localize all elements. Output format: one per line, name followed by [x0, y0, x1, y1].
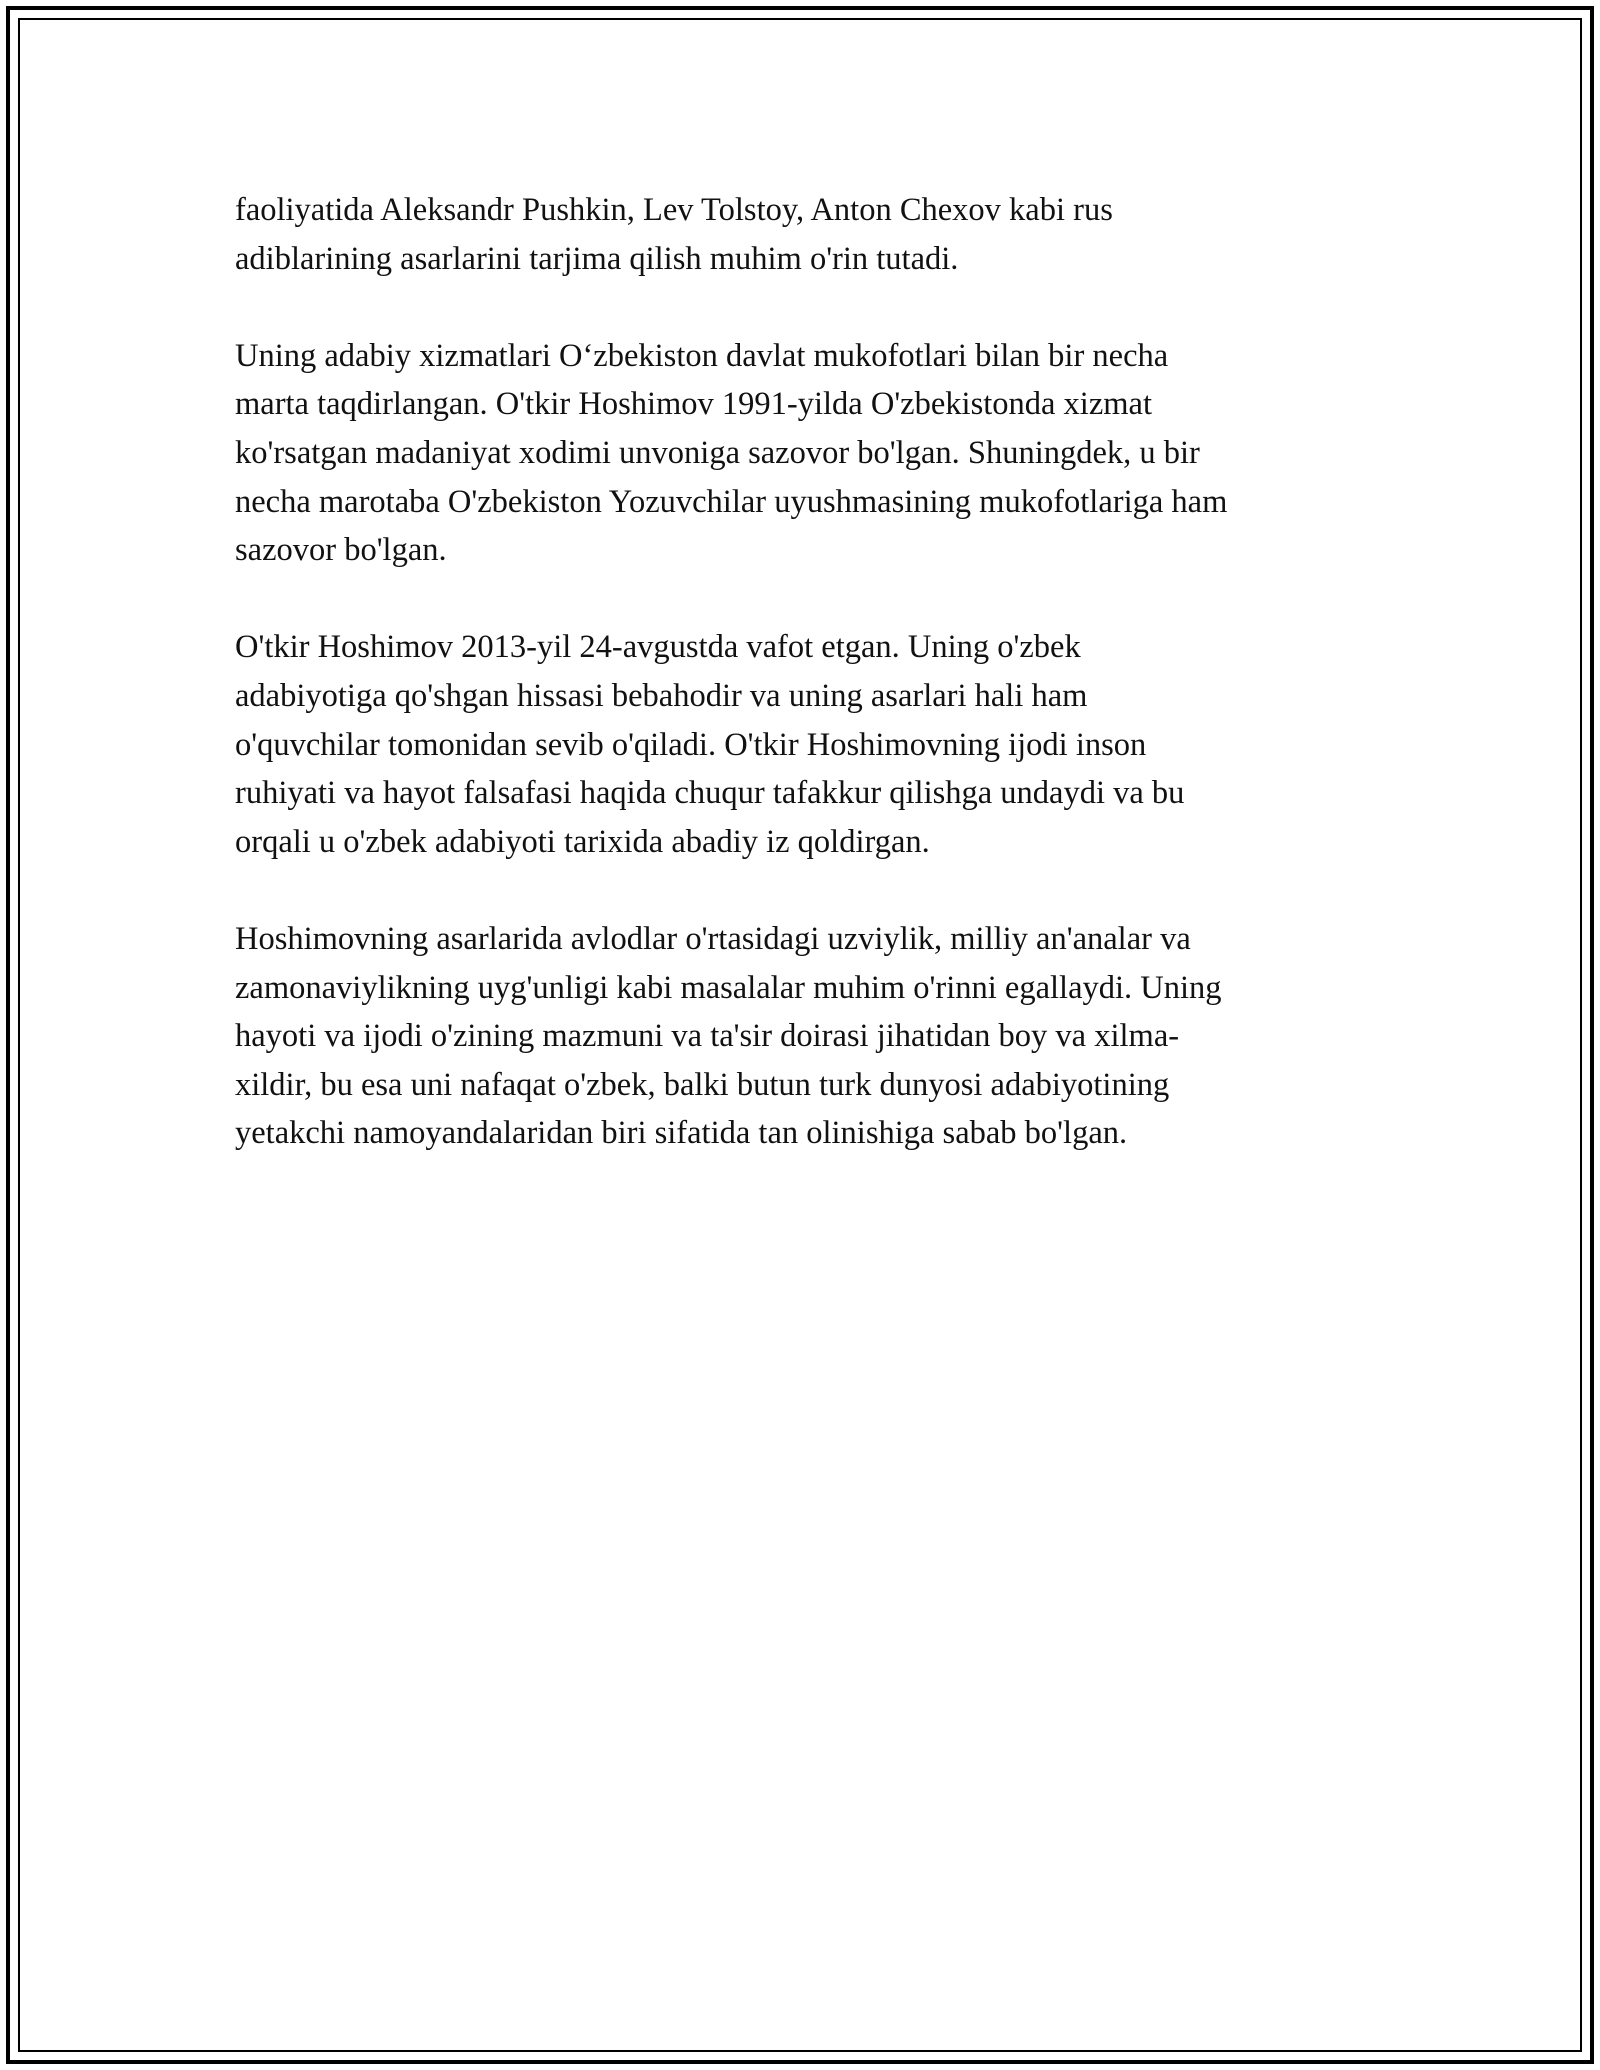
document-body — [235, 186, 1385, 1206]
paragraph-1: faoliyatida Aleksandr Pushkin, Lev Tolstoy, Anton Chexov kabi rus adiblarining asarlarini tarjima qilish muhim o'rin tutadi. — [235, 192, 1113, 277]
paragraph-2: Uning adabiy xizmatlari O‘zbekiston davlat mukofotlari bilan bir necha marta taqdirlangan. O'tkir Hoshimov 1991-yilda O'zbekistonda xizmat ko'rsatgan madaniyat xodimi unvoniga sazovor bo'lgan. Shuningdek, u bir necha marotaba O'zbekiston Yozuvchilar uyushmasining mukofotlariga ham sazovor bo'lgan. — [235, 337, 1228, 569]
paragraph-4: Hoshimovning asarlarida avlodlar o'rtasidagi uzviylik, milliy an'analar va zamonaviylikning uyg'unligi kabi masalalar muhim o'rinni egallaydi. Uning hayoti va ijodi o'zining mazmuni va ta'sir doirasi jihatidan boy va xilma- xildir, bu esa uni nafaqat o'zbek, balki butun turk dunyosi adabiyotining yetakchi namoyandalaridan biri sifatida tan olinishiga sabab bo'lgan. — [235, 920, 1222, 1152]
paragraph-3: O'tkir Hoshimov 2013-yil 24-avgustda vafot etgan. Uning o'zbek adabiyotiga qo'shgan hissasi bebahodir va uning asarlari hali ham o'quvchilar tomonidan sevib o'qiladi. O'tkir Hoshimovning ijodi inson ruhiyati va hayot falsafasi haqida chuqur tafakkur qilishga undaydi va bu orqali u o'zbek adabiyoti tarixida abadiy iz qoldirgan. — [235, 629, 1185, 860]
